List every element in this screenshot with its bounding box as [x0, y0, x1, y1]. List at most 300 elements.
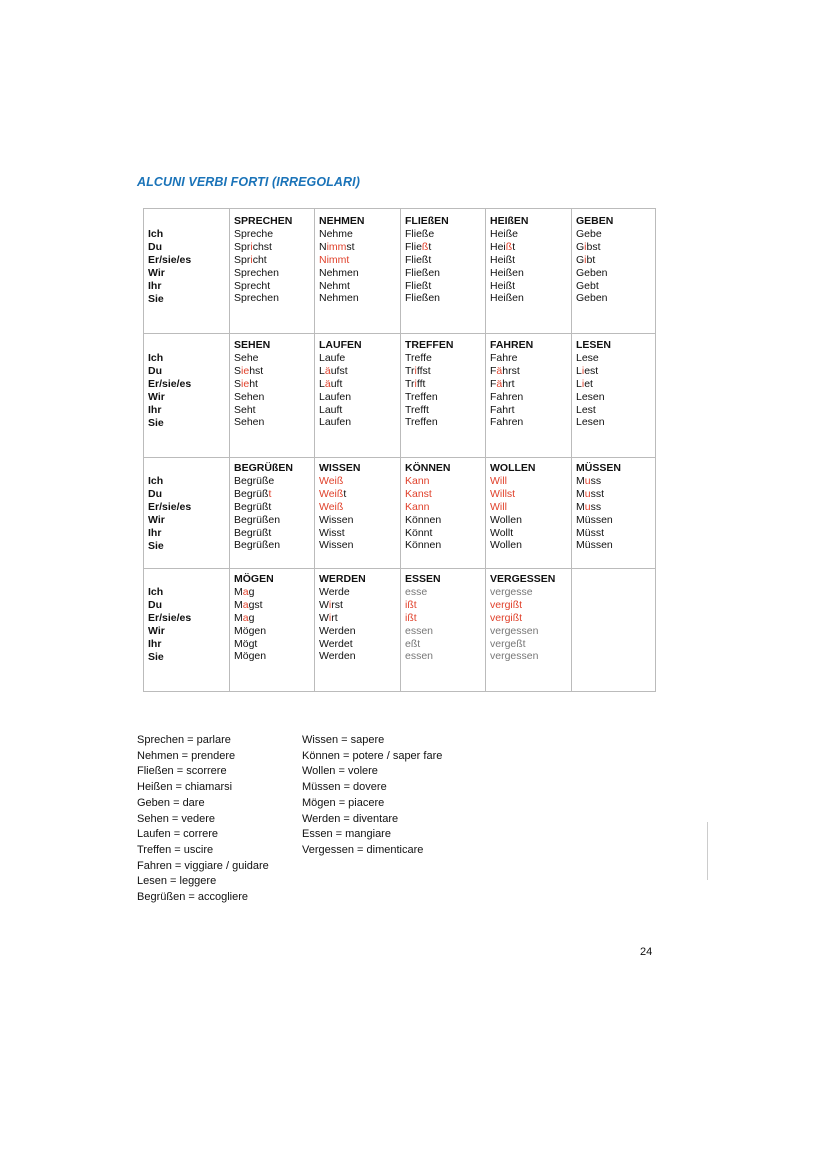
- form-segment: M: [576, 500, 585, 513]
- form-segment: ufst: [330, 364, 348, 377]
- verb-heading: ESSEN: [405, 573, 441, 585]
- form-segment: rst: [331, 598, 343, 611]
- verb-heading: WISSEN: [319, 462, 361, 474]
- form-segment: t: [343, 487, 347, 500]
- vocabulary-entry: Lesen = leggere: [137, 875, 217, 888]
- pronoun-label: Ihr: [148, 637, 162, 650]
- form-segment: Treffen: [405, 390, 438, 403]
- verb-form: [319, 650, 366, 663]
- vocabulary-entry: Treffen = uscire: [137, 843, 214, 856]
- form-segment: Müssen: [576, 513, 613, 526]
- vocabulary-entry: Wissen = sapere: [302, 734, 385, 746]
- verb-conjugation-table: [143, 208, 656, 692]
- verb-form: [234, 475, 293, 488]
- form-segment: cht: [252, 253, 267, 266]
- verb-form: [405, 365, 453, 378]
- verb-form: [234, 378, 270, 391]
- verb-form: [490, 650, 555, 663]
- pronoun-label: Wir: [148, 390, 165, 403]
- form-segment: Müsst: [576, 526, 605, 539]
- pronoun-column: [148, 352, 191, 429]
- verb-form: [234, 586, 274, 599]
- verb-form: [405, 292, 449, 305]
- form-segment: Fließen: [405, 292, 441, 305]
- verb-column: [319, 462, 360, 552]
- verb-form: [319, 292, 365, 305]
- verb-form: [405, 254, 449, 267]
- form-segment: hst: [249, 364, 264, 377]
- verb-form: [576, 501, 621, 514]
- irregular-segment: a: [242, 598, 249, 611]
- verb-form: [405, 416, 453, 429]
- form-segment: Wissen: [319, 513, 354, 526]
- form-segment: L: [319, 364, 325, 377]
- verb-form: [234, 241, 292, 254]
- irregular-segment: i: [581, 364, 585, 377]
- column-divider: [314, 209, 315, 691]
- pronoun-label: Du: [148, 487, 162, 500]
- form-segment: Wollen: [490, 539, 522, 552]
- form-segment: Fließe: [405, 227, 435, 240]
- form-segment: S: [234, 364, 242, 377]
- verb-form: [234, 254, 292, 267]
- vocabulary-entry: Heißen = chiamarsi: [137, 781, 233, 794]
- form-segment: Müssen: [576, 539, 613, 552]
- verb-form: [490, 254, 529, 267]
- pronoun-label: Wir: [148, 266, 165, 279]
- pronoun-label: Ich: [148, 475, 164, 487]
- vocabulary-entry: Vergessen = dimenticare: [302, 843, 424, 856]
- verb-form: [490, 228, 529, 241]
- form-segment: L: [576, 364, 582, 377]
- verb-form: [234, 638, 274, 651]
- verb-form: [405, 612, 441, 625]
- form-segment: Spr: [234, 253, 251, 266]
- form-segment: bt: [586, 253, 596, 266]
- verb-form: [576, 228, 613, 241]
- form-segment: Spr: [234, 240, 251, 253]
- verb-form: [405, 539, 451, 552]
- form-segment: vergesse: [490, 585, 533, 598]
- verb-form: [319, 501, 360, 514]
- form-segment: t: [512, 240, 516, 253]
- irregular-segment: Willst: [490, 487, 516, 500]
- irregular-segment: ß: [505, 240, 513, 253]
- verb-column: [234, 215, 292, 305]
- vocabulary-entry: Können = potere / saper fare: [302, 749, 443, 762]
- form-segment: sst: [590, 487, 605, 500]
- form-segment: L: [319, 377, 325, 390]
- verb-form: [490, 612, 555, 625]
- irregular-segment: u: [584, 474, 591, 487]
- verb-column: [319, 339, 362, 429]
- form-segment: hrst: [502, 364, 520, 377]
- verb-form: [319, 488, 360, 501]
- verb-form: [319, 514, 360, 527]
- verb-form: [490, 292, 529, 305]
- verb-form: [319, 625, 366, 638]
- vocabulary-entry: Begrüßen = accogliere: [137, 891, 248, 904]
- form-segment: g: [248, 585, 255, 598]
- form-segment: N: [319, 240, 327, 253]
- verb-form: [234, 416, 270, 429]
- pronoun-label: Sie: [148, 539, 164, 552]
- pronoun-label: Er/sie/es: [148, 253, 192, 266]
- form-segment: Fahre: [490, 351, 518, 364]
- form-segment: Begrüßen: [234, 539, 281, 552]
- column-divider: [485, 209, 486, 691]
- verb-form: [234, 625, 274, 638]
- form-segment: M: [576, 487, 585, 500]
- form-segment: essen: [405, 650, 434, 663]
- verb-form: [234, 514, 293, 527]
- pronoun-column: [148, 228, 191, 305]
- verb-form: [490, 352, 533, 365]
- verb-form: [319, 378, 362, 391]
- verb-form: [405, 501, 451, 514]
- vocabulary-entry: Sehen = vedere: [137, 812, 215, 825]
- form-segment: Mögen: [234, 650, 267, 663]
- verb-form: [319, 267, 365, 280]
- vocabulary-entry: Sprechen = parlare: [137, 734, 231, 746]
- verb-form: [576, 365, 611, 378]
- form-segment: essen: [405, 624, 434, 637]
- verb-form: [576, 352, 611, 365]
- form-segment: Begrüßen: [234, 513, 281, 526]
- verb-form: [576, 267, 613, 280]
- irregular-segment: i: [414, 377, 417, 390]
- irregular-segment: Will: [490, 474, 507, 487]
- form-segment: Sehen: [234, 390, 265, 403]
- pronoun-label: Ich: [148, 586, 164, 598]
- verb-heading: SEHEN: [234, 339, 271, 351]
- form-segment: vergessen: [490, 650, 539, 663]
- pronoun-label: Er/sie/es: [148, 377, 192, 390]
- form-segment: Hei: [490, 240, 506, 253]
- verb-form: [405, 625, 441, 638]
- form-segment: Heißt: [490, 253, 516, 266]
- vocabulary-list-right: [302, 733, 442, 859]
- form-segment: bst: [586, 240, 601, 253]
- form-segment: Seht: [234, 403, 256, 416]
- form-segment: fft: [416, 377, 426, 390]
- form-segment: Heißt: [490, 279, 516, 292]
- irregular-segment: ißt: [405, 611, 417, 624]
- verb-form: [576, 391, 611, 404]
- verb-form: [576, 280, 613, 293]
- form-segment: F: [490, 364, 497, 377]
- form-segment: uft: [330, 377, 343, 390]
- verb-heading: SPRECHEN: [234, 215, 293, 227]
- form-segment: Wollen: [490, 513, 522, 526]
- pronoun-label: Ihr: [148, 526, 162, 539]
- form-segment: Sprecht: [234, 279, 271, 292]
- form-segment: Mögen: [234, 624, 267, 637]
- verb-form: [234, 599, 274, 612]
- verb-form: [576, 527, 621, 540]
- row-divider: [144, 333, 655, 334]
- verb-column: [405, 339, 453, 429]
- irregular-segment: i: [328, 598, 332, 611]
- verb-heading: NEHMEN: [319, 215, 365, 227]
- verb-form: [405, 267, 449, 280]
- verb-form: [234, 650, 274, 663]
- form-segment: eßt: [405, 637, 421, 650]
- verb-heading: MÖGEN: [234, 573, 274, 585]
- irregular-segment: Kann: [405, 500, 430, 513]
- verb-form: [405, 228, 449, 241]
- verb-form: [319, 586, 366, 599]
- verb-form: [319, 391, 362, 404]
- verb-form: [319, 404, 362, 417]
- verb-heading: WOLLEN: [490, 462, 536, 474]
- verb-form: [405, 650, 441, 663]
- form-segment: W: [319, 611, 329, 624]
- pronoun-label: Er/sie/es: [148, 500, 192, 513]
- form-segment: Begrüße: [234, 474, 275, 487]
- verb-form: [490, 378, 533, 391]
- verb-form: [576, 475, 621, 488]
- vocabulary-entry: Geben = dare: [137, 796, 205, 809]
- verb-form: [234, 612, 274, 625]
- verb-form: [319, 612, 366, 625]
- verb-heading: KÖNNEN: [405, 462, 451, 474]
- irregular-segment: ie: [241, 377, 250, 390]
- form-segment: Nehmen: [319, 266, 359, 279]
- irregular-segment: ißt: [405, 598, 417, 611]
- form-segment: Wollt: [490, 526, 514, 539]
- irregular-segment: ä: [324, 364, 331, 377]
- vocabulary-entry: Mögen = piacere: [302, 796, 385, 809]
- form-segment: Nehme: [319, 227, 353, 240]
- form-segment: Lese: [576, 351, 599, 364]
- irregular-segment: i: [581, 377, 585, 390]
- irregular-segment: i: [584, 253, 587, 266]
- pronoun-column: [148, 475, 191, 552]
- pronoun-label: Wir: [148, 624, 165, 637]
- verb-column: [490, 573, 555, 663]
- form-segment: W: [319, 598, 329, 611]
- form-segment: Können: [405, 513, 442, 526]
- form-segment: Gebe: [576, 227, 602, 240]
- verb-form: [319, 241, 365, 254]
- form-segment: Trefft: [405, 403, 429, 416]
- verb-heading: WERDEN: [319, 573, 366, 585]
- verb-form: [490, 416, 533, 429]
- form-segment: F: [490, 377, 497, 390]
- verb-form: [234, 404, 270, 417]
- irregular-segment: Kann: [405, 474, 430, 487]
- form-segment: g: [248, 611, 255, 624]
- verb-form: [405, 378, 453, 391]
- verb-column: [576, 339, 611, 429]
- form-segment: Laufe: [319, 351, 346, 364]
- verb-form: [490, 539, 536, 552]
- irregular-segment: ä: [324, 377, 331, 390]
- pronoun-label: Ihr: [148, 403, 162, 416]
- form-segment: Gebt: [576, 279, 599, 292]
- irregular-segment: Weiß: [319, 474, 344, 487]
- irregular-segment: i: [250, 240, 253, 253]
- irregular-segment: a: [242, 585, 249, 598]
- form-segment: ffst: [416, 364, 431, 377]
- verb-form: [490, 599, 555, 612]
- form-segment: ht: [249, 377, 258, 390]
- form-segment: Treffen: [405, 416, 438, 429]
- verb-form: [576, 488, 621, 501]
- irregular-segment: i: [584, 240, 587, 253]
- form-segment: Werden: [319, 624, 356, 637]
- form-segment: Sehen: [234, 416, 265, 429]
- form-segment: Lesen: [576, 390, 605, 403]
- vocabulary-entry: Fahren = viggiare / guidare: [137, 859, 269, 872]
- irregular-segment: ä: [496, 364, 503, 377]
- verb-heading: TREFFEN: [405, 339, 454, 351]
- form-segment: M: [234, 611, 243, 624]
- form-segment: Wisst: [319, 526, 345, 539]
- form-segment: Geben: [576, 266, 608, 279]
- form-segment: vergeßt: [490, 637, 526, 650]
- verb-form: [490, 514, 536, 527]
- form-segment: G: [576, 240, 585, 253]
- verb-heading: VERGESSEN: [490, 573, 556, 585]
- form-segment: Laufen: [319, 390, 352, 403]
- form-segment: t: [428, 240, 432, 253]
- form-segment: Tr: [405, 377, 415, 390]
- verb-column: [405, 573, 441, 663]
- form-segment: est: [584, 364, 599, 377]
- form-segment: ss: [590, 474, 602, 487]
- pronoun-label: Du: [148, 598, 162, 611]
- form-segment: Begrüßt: [234, 526, 272, 539]
- irregular-segment: vergißt: [490, 598, 523, 611]
- verb-column: [234, 573, 274, 663]
- irregular-segment: i: [250, 253, 253, 266]
- pronoun-label: Ich: [148, 228, 164, 240]
- verb-column: [319, 573, 366, 663]
- irregular-segment: Kanst: [405, 487, 432, 500]
- verb-form: [490, 638, 555, 651]
- vocabulary-entry: Wollen = volere: [302, 765, 378, 778]
- irregular-segment: Nimmt: [319, 253, 350, 266]
- form-segment: Lesen: [576, 416, 605, 429]
- verb-form: [405, 488, 451, 501]
- form-segment: Mögt: [234, 637, 258, 650]
- verb-form: [490, 527, 536, 540]
- pronoun-label: Ich: [148, 352, 164, 364]
- verb-form: [234, 352, 270, 365]
- verb-form: [234, 539, 293, 552]
- column-divider: [400, 209, 401, 691]
- verb-column: [490, 215, 529, 305]
- vocabulary-entry: Werden = diventare: [302, 812, 399, 825]
- row-divider: [144, 568, 655, 569]
- row-divider: [144, 457, 655, 458]
- verb-form: [576, 241, 613, 254]
- form-segment: Heiße: [490, 227, 519, 240]
- verb-form: [490, 586, 555, 599]
- verb-form: [319, 254, 365, 267]
- verb-form: [405, 527, 451, 540]
- verb-form: [319, 280, 365, 293]
- form-segment: gst: [248, 598, 263, 611]
- verb-form: [319, 416, 362, 429]
- verb-form: [234, 267, 292, 280]
- verb-form: [405, 280, 449, 293]
- form-segment: rt: [331, 611, 338, 624]
- form-segment: esse: [405, 585, 428, 598]
- form-segment: Fahren: [490, 390, 524, 403]
- pronoun-label: Wir: [148, 513, 165, 526]
- pronoun-label: Sie: [148, 650, 164, 663]
- form-segment: Fahren: [490, 416, 524, 429]
- form-segment: L: [576, 377, 582, 390]
- verb-heading: MÜSSEN: [576, 462, 621, 474]
- verb-form: [234, 292, 292, 305]
- vocabulary-entry: Fließen = scorrere: [137, 765, 227, 778]
- form-segment: Heißen: [490, 266, 524, 279]
- verb-form: [490, 488, 536, 501]
- verb-form: [576, 292, 613, 305]
- verb-column: [234, 339, 270, 429]
- column-divider: [571, 209, 572, 691]
- form-segment: M: [234, 585, 243, 598]
- verb-form: [405, 352, 453, 365]
- irregular-segment: u: [584, 487, 591, 500]
- irregular-segment: ß: [421, 240, 429, 253]
- form-segment: Begrüß: [234, 487, 269, 500]
- verb-form: [234, 527, 293, 540]
- verb-column: [234, 462, 293, 552]
- pronoun-label: Sie: [148, 292, 164, 305]
- form-segment: Lest: [576, 403, 596, 416]
- verb-heading: HEIßEN: [490, 215, 529, 227]
- verb-form: [319, 352, 362, 365]
- verb-heading: LESEN: [576, 339, 612, 351]
- verb-form: [405, 514, 451, 527]
- verb-column: [490, 462, 536, 552]
- verb-form: [319, 539, 360, 552]
- verb-column: [576, 215, 613, 305]
- form-segment: Fahrt: [490, 403, 515, 416]
- form-segment: Könnt: [405, 526, 433, 539]
- verb-form: [234, 501, 293, 514]
- irregular-segment: a: [242, 611, 249, 624]
- irregular-segment: ie: [241, 364, 250, 377]
- vocabulary-entry: Essen = mangiare: [302, 828, 391, 841]
- verb-form: [576, 378, 611, 391]
- verb-form: [319, 638, 366, 651]
- verb-column: [319, 215, 365, 305]
- verb-form: [576, 514, 621, 527]
- irregular-segment: u: [584, 500, 591, 513]
- form-segment: M: [234, 598, 243, 611]
- verb-form: [490, 241, 529, 254]
- vocabulary-entry: Müssen = dovere: [302, 781, 387, 794]
- form-segment: Fließt: [405, 253, 432, 266]
- form-segment: Nehmt: [319, 279, 350, 292]
- verb-form: [234, 391, 270, 404]
- verb-column: [405, 215, 449, 305]
- form-segment: Flie: [405, 240, 422, 253]
- irregular-segment: i: [328, 611, 332, 624]
- verb-form: [319, 228, 365, 241]
- verb-form: [405, 599, 441, 612]
- form-segment: st: [346, 240, 355, 253]
- verb-form: [234, 228, 292, 241]
- form-segment: Sprechen: [234, 266, 279, 279]
- pronoun-label: Sie: [148, 416, 164, 429]
